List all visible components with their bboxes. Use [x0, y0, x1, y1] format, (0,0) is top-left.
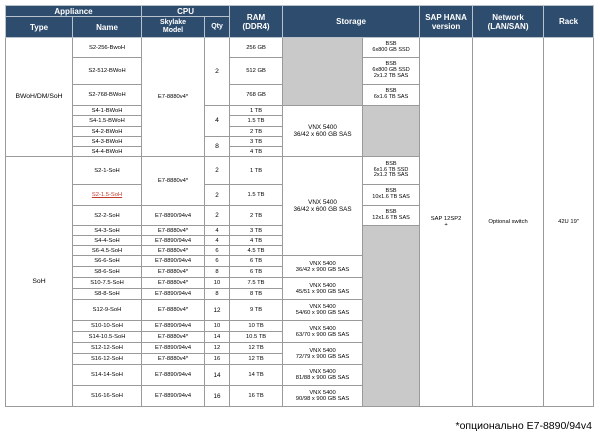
row-name: S14-10.5-SoH	[73, 332, 142, 343]
ram-cell: 4 TB	[230, 147, 283, 157]
cpu-model-cell: E7-8890/94v4	[142, 236, 205, 246]
row-name: S2-256-BwoH	[73, 38, 142, 58]
storage-vnx-cell: VNX 5400 36/42 x 900 GB SAS	[283, 256, 363, 278]
qty-cell: 12	[205, 300, 230, 321]
qty-cell: 4	[205, 106, 230, 137]
qty-cell: 14	[205, 332, 230, 343]
row-name: S4-3-BWoH	[73, 137, 142, 147]
qty-cell: 6	[205, 256, 230, 267]
cpu-model-cell: E7-8880v4*	[142, 332, 205, 343]
ram-cell: 14 TB	[230, 365, 283, 386]
qty-cell: 2	[205, 185, 230, 206]
cpu-model-cell: E7-8890/94v4	[142, 321, 205, 332]
qty-cell: 14	[205, 365, 230, 386]
row-name: S10-7.5-SoH	[73, 278, 142, 289]
row-name: S10-10-SoH	[73, 321, 142, 332]
ram-cell: 1 TB	[230, 106, 283, 116]
header-ram: RAM (DDR4)	[230, 6, 283, 38]
storage-vnx-cell: VNX 5400 45/51 x 900 GB SAS	[283, 278, 363, 300]
ram-cell: 4.5 TB	[230, 246, 283, 256]
cpu-model-cell: E7-8890/94v4	[142, 289, 205, 300]
header-sap-hana: SAP HANA version	[420, 6, 473, 38]
ram-cell: 2 TB	[230, 206, 283, 226]
row-name: S8-8-SoH	[73, 289, 142, 300]
storage-vnx-cell: VNX 5400 63/70 x 900 GB SAS	[283, 321, 363, 343]
ram-cell: 12 TB	[230, 354, 283, 365]
row-name: S4-2-BWoH	[73, 127, 142, 137]
qty-cell: 8	[205, 137, 230, 157]
qty-cell: 10	[205, 321, 230, 332]
row-name: S2-1.5-SoH	[73, 185, 142, 206]
bsb-cell: BSB 12x1.6 TB SAS	[363, 206, 420, 226]
header-storage: Storage	[283, 6, 420, 38]
storage-empty-cell	[283, 38, 363, 106]
ram-cell: 512 GB	[230, 58, 283, 85]
appliance-table-container	[5, 5, 593, 407]
storage-vnx-cell: VNX 5400 36/42 x 600 GB SAS	[283, 106, 363, 157]
bsb-cell: BSB 6x1.6 TB SSD 2x1.2 TB SAS	[363, 157, 420, 185]
row-name: S16-12-SoH	[73, 354, 142, 365]
ram-cell: 256 GB	[230, 38, 283, 58]
header-qty: Qty	[205, 17, 230, 38]
bsb-empty-cell	[363, 106, 420, 157]
cpu-model-cell: E7-8890/94v4	[142, 343, 205, 354]
ram-cell: 3 TB	[230, 137, 283, 147]
storage-vnx-cell: VNX 5400 90/98 x 900 GB SAS	[283, 386, 363, 407]
qty-cell: 4	[205, 236, 230, 246]
row-name: S8-6-SoH	[73, 267, 142, 278]
row-name: S2-512-BWoH	[73, 58, 142, 85]
ram-cell: 8 TB	[230, 289, 283, 300]
row-name: S6-6-SoH	[73, 256, 142, 267]
qty-cell: 8	[205, 267, 230, 278]
bsb-empty-cell	[363, 226, 420, 407]
ram-cell: 4 TB	[230, 236, 283, 246]
ram-cell: 16 TB	[230, 386, 283, 407]
qty-cell: 2	[205, 38, 230, 106]
row-name: S4-1-BWoH	[73, 106, 142, 116]
footnote: *опционально E7-8890/94v4	[455, 420, 592, 432]
network-cell: Optional switch	[473, 38, 544, 407]
row-name: S12-12-SoH	[73, 343, 142, 354]
cpu-model-cell: E7-8890/94v4	[142, 386, 205, 407]
ram-cell: 2 TB	[230, 127, 283, 137]
header-appliance: Appliance	[6, 6, 142, 17]
row-name: S12-9-SoH	[73, 300, 142, 321]
cpu-model-cell: E7-8880v4*	[142, 300, 205, 321]
row-name: S14-14-SoH	[73, 365, 142, 386]
ram-cell: 10 TB	[230, 321, 283, 332]
qty-cell: 8	[205, 289, 230, 300]
qty-cell: 12	[205, 343, 230, 354]
storage-vnx-cell: VNX 5400 81/88 x 900 GB SAS	[283, 365, 363, 386]
qty-cell: 16	[205, 354, 230, 365]
type-cell-bwoh: BWoH/DM/SoH	[6, 38, 73, 157]
ram-cell: 1 TB	[230, 157, 283, 185]
qty-cell: 2	[205, 157, 230, 185]
header-model: Skylake Model	[142, 17, 205, 38]
storage-vnx-cell: VNX 5400 72/79 x 900 GB SAS	[283, 343, 363, 365]
row-name: S4-4-SoH	[73, 236, 142, 246]
bsb-cell: BSB 6x800 GB SSD 2x1.2 TB SAS	[363, 58, 420, 85]
appliance-table	[5, 5, 594, 407]
ram-cell: 10.5 TB	[230, 332, 283, 343]
rack-cell: 42U 19''	[544, 38, 594, 407]
row-name: S16-16-SoH	[73, 386, 142, 407]
bsb-cell: BSB 10x1.6 TB SAS	[363, 185, 420, 206]
header-cpu: CPU	[142, 6, 230, 17]
cpu-model-cell: E7-8880v4*	[142, 157, 205, 206]
row-name: S4-3-SoH	[73, 226, 142, 236]
ram-cell: 3 TB	[230, 226, 283, 236]
header-rack: Rack	[544, 6, 594, 38]
header-name: Name	[73, 17, 142, 38]
ram-cell: 6 TB	[230, 267, 283, 278]
bsb-cell: BSB 6x1.6 TB SAS	[363, 85, 420, 106]
cpu-model-cell: E7-8880v4*	[142, 267, 205, 278]
ram-cell: 768 GB	[230, 85, 283, 106]
qty-cell: 16	[205, 386, 230, 407]
cpu-model-cell: E7-8890/94v4	[142, 365, 205, 386]
qty-cell: 2	[205, 206, 230, 226]
storage-vnx-cell: VNX 5400 36/42 x 600 GB SAS	[283, 157, 363, 256]
cpu-model-cell: E7-8880v4*	[142, 226, 205, 236]
sap-hana-cell: SAP 12SP2 +	[420, 38, 473, 407]
row-name: S6-4.5-SoH	[73, 246, 142, 256]
ram-cell: 9 TB	[230, 300, 283, 321]
cpu-model-cell: E7-8880v4*	[142, 38, 205, 157]
cpu-model-cell: E7-8890/94v4	[142, 256, 205, 267]
ram-cell: 6 TB	[230, 256, 283, 267]
row-name: S4-1.5-BWoH	[73, 116, 142, 127]
type-cell-soh: SoH	[6, 157, 73, 407]
bsb-cell: BSB 6x800 GB SSD	[363, 38, 420, 58]
row-name: S2-1-SoH	[73, 157, 142, 185]
ram-cell: 1.5 TB	[230, 185, 283, 206]
qty-cell: 10	[205, 278, 230, 289]
ram-cell: 7.5 TB	[230, 278, 283, 289]
row-name: S2-768-BWoH	[73, 85, 142, 106]
cpu-model-cell: E7-8890/94v4	[142, 206, 205, 226]
header-type: Type	[6, 17, 73, 38]
qty-cell: 4	[205, 226, 230, 236]
row-name: S4-4-BWoH	[73, 147, 142, 157]
ram-cell: 12 TB	[230, 343, 283, 354]
header-network: Network (LAN/SAN)	[473, 6, 544, 38]
ram-cell: 1.5 TB	[230, 116, 283, 127]
qty-cell: 6	[205, 246, 230, 256]
storage-vnx-cell: VNX 5400 54/60 x 900 GB SAS	[283, 300, 363, 321]
cpu-model-cell: E7-8880v4*	[142, 246, 205, 256]
cpu-model-cell: E7-8880v4*	[142, 278, 205, 289]
row-name: S2-2-SoH	[73, 206, 142, 226]
cpu-model-cell: E7-8880v4*	[142, 354, 205, 365]
